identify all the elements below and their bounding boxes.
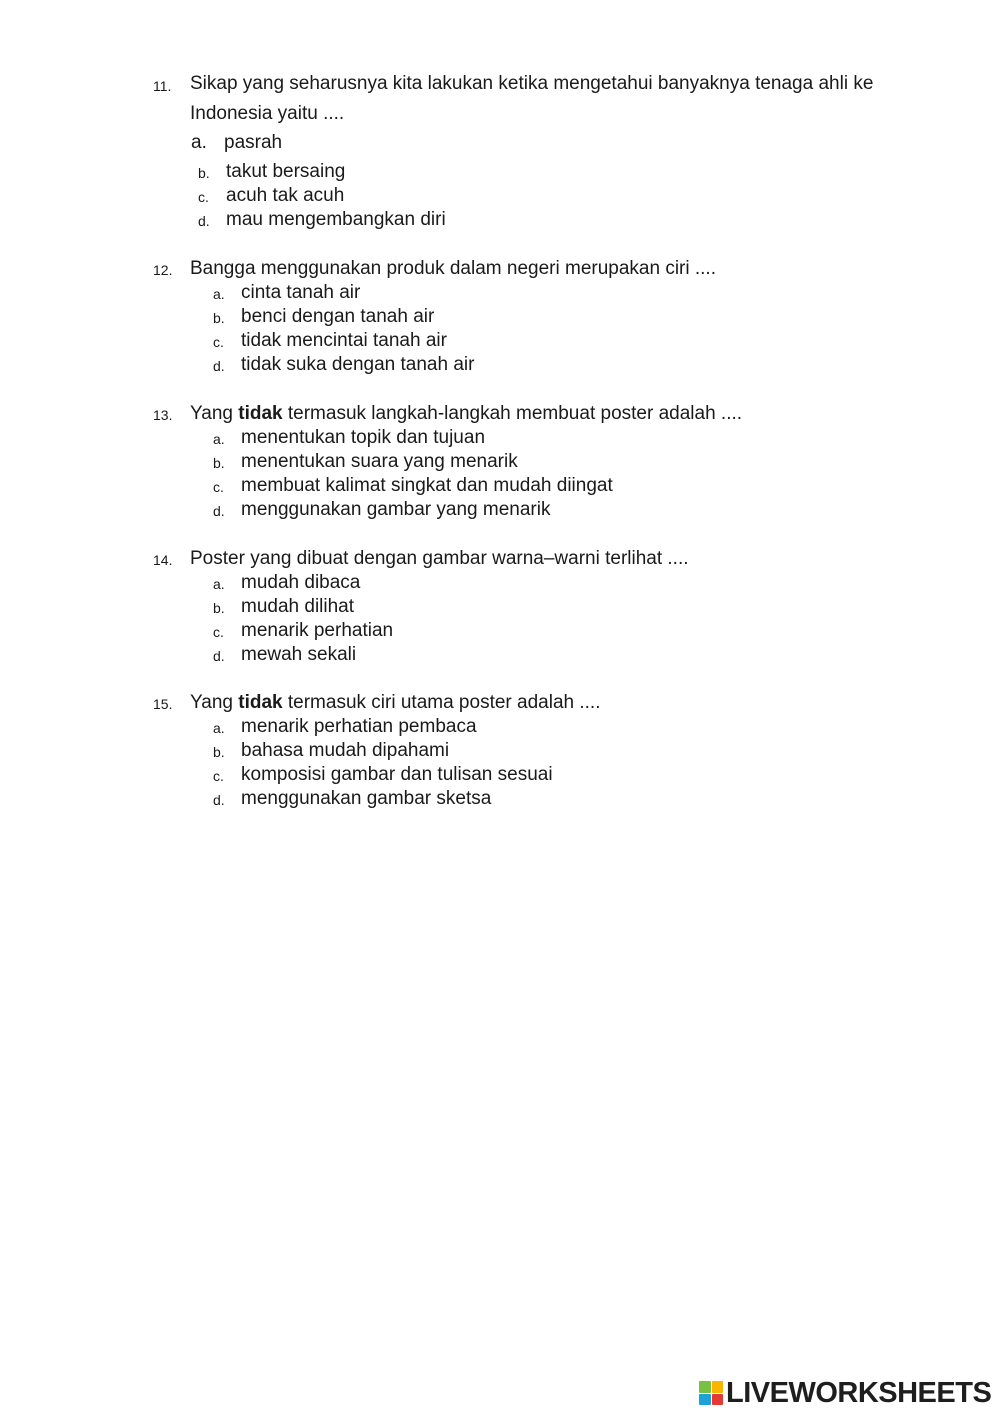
question-text: Yang tidak termasuk langkah-langkah membuat poster adalah .... [190, 403, 743, 424]
option-label: d. [213, 792, 225, 808]
option-d[interactable]: tidak suka dengan tanah air [241, 354, 475, 375]
option-label: b. [213, 455, 225, 471]
option-label: b. [213, 310, 225, 326]
option-label: d. [213, 358, 225, 374]
option-label: d. [213, 503, 225, 519]
liveworksheets-logo [699, 1378, 991, 1408]
option-a[interactable]: menarik perhatian pembaca [241, 716, 477, 737]
option-label: c. [213, 768, 224, 784]
option-c[interactable]: membuat kalimat singkat dan mudah diingat [241, 475, 613, 496]
option-label: b. [213, 600, 225, 616]
option-label: b. [213, 744, 225, 760]
question-number: 15. [153, 696, 173, 712]
option-label: a. [213, 286, 225, 302]
option-d[interactable]: mau mengembangkan diri [226, 209, 446, 230]
option-a[interactable]: pasrah [224, 132, 283, 153]
emphasis-word: tidak [238, 403, 283, 424]
option-a[interactable]: menentukan topik dan tujuan [241, 427, 486, 448]
question-text: Sikap yang seharusnya kita lakukan ketika mengetahui banyaknya tenaga ahli ke [190, 73, 874, 94]
option-label: a. [213, 431, 225, 447]
option-d[interactable]: menggunakan gambar yang menarik [241, 499, 551, 520]
option-label: b. [198, 165, 210, 181]
option-b[interactable]: mudah dilihat [241, 596, 355, 617]
option-b[interactable]: benci dengan tanah air [241, 306, 435, 327]
emphasis-word: tidak [238, 692, 283, 713]
question-text: Bangga menggunakan produk dalam negeri merupakan ciri .... [190, 258, 716, 279]
question-text: Poster yang dibuat dengan gambar warna–warni terlihat .... [190, 548, 689, 569]
option-label: c. [213, 334, 224, 350]
option-b[interactable]: takut bersaing [226, 161, 346, 182]
option-a[interactable]: mudah dibaca [241, 572, 361, 593]
liveworksheets-logo-icon [699, 1381, 723, 1405]
option-b[interactable]: bahasa mudah dipahami [241, 740, 450, 761]
question-text: Yang tidak termasuk ciri utama poster adalah .... [190, 692, 601, 713]
option-b[interactable]: menentukan suara yang menarik [241, 451, 518, 472]
option-label: c. [198, 189, 209, 205]
option-c[interactable]: tidak mencintai tanah air [241, 330, 447, 351]
question-text-continued: Indonesia yaitu .... [190, 103, 345, 124]
option-a[interactable]: cinta tanah air [241, 282, 361, 303]
question-number: 11. [153, 78, 172, 94]
option-label: d. [213, 648, 225, 664]
brand-name: LIVEWORKSHEETS [726, 1377, 992, 1409]
option-label: c. [213, 624, 224, 640]
question-number: 12. [153, 262, 173, 278]
option-label: a. [191, 132, 207, 153]
option-d[interactable]: menggunakan gambar sketsa [241, 788, 492, 809]
option-label: c. [213, 479, 224, 495]
question-number: 14. [153, 552, 173, 568]
option-label: d. [198, 213, 210, 229]
option-label: a. [213, 576, 225, 592]
option-label: a. [213, 720, 225, 736]
option-c[interactable]: menarik perhatian [241, 620, 394, 641]
question-number: 13. [153, 407, 173, 423]
option-d[interactable]: mewah sekali [241, 644, 357, 665]
option-c[interactable]: acuh tak acuh [226, 185, 345, 206]
option-c[interactable]: komposisi gambar dan tulisan sesuai [241, 764, 553, 785]
